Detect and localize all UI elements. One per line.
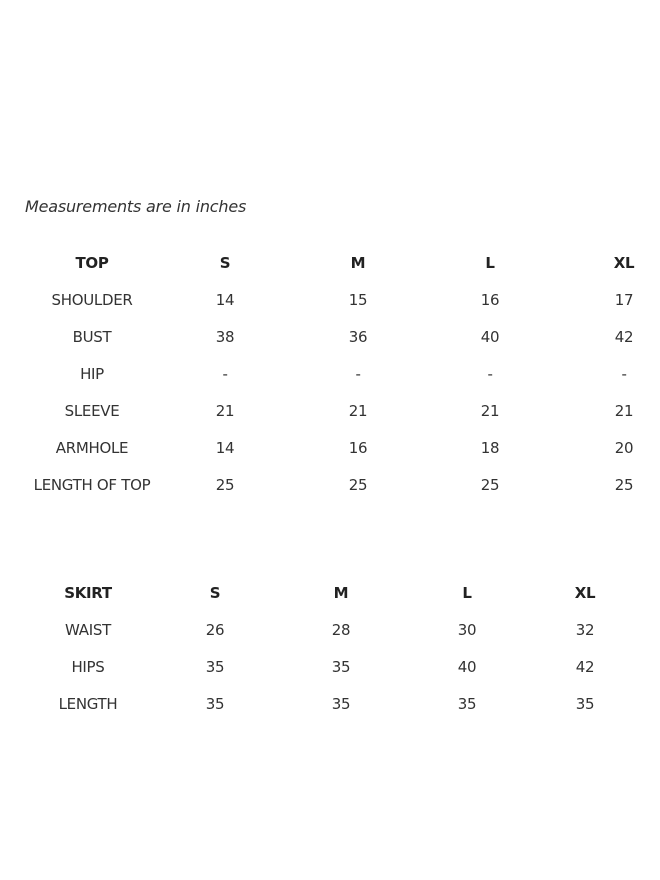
table-header-row [24,244,660,281]
cell-value: 20 [614,438,634,457]
cell-value: 38 [215,327,235,346]
table-row [24,281,660,318]
cell-value: 35 [205,694,225,713]
cell-value: 42 [614,327,634,346]
size-header-s: S [209,583,221,602]
row-label: BUST [72,327,112,346]
cell-value: - [621,364,627,383]
row-label: SHOULDER [51,290,133,309]
size-header-s: S [219,253,231,272]
size-header-m: M [350,253,366,272]
skirt-header-label: SKIRT [64,583,112,602]
measurement-note: Measurements are in inches [25,197,247,216]
cell-value: 25 [215,475,235,494]
size-header-l: L [485,253,495,272]
row-label: LENGTH [58,694,118,713]
cell-value: - [487,364,493,383]
row-label: HIPS [71,657,105,676]
cell-value: 21 [348,401,368,420]
top-header-label: TOP [75,253,109,272]
size-header-xl: XL [613,253,635,272]
cell-value: 42 [575,657,595,676]
table-row [24,355,660,392]
table-row [22,685,642,722]
skirt-size-table [22,574,642,722]
size-header-xl: XL [574,583,596,602]
cell-value: 36 [348,327,368,346]
table-row [24,429,660,466]
row-label: LENGTH OF TOP [33,475,151,494]
cell-value: 25 [614,475,634,494]
table-row [24,318,660,355]
size-header-l: L [462,583,472,602]
cell-value: 21 [215,401,235,420]
cell-value: 16 [480,290,500,309]
table-row [24,392,660,429]
cell-value: 25 [348,475,368,494]
cell-value: - [355,364,361,383]
cell-value: 25 [480,475,500,494]
top-size-table [24,244,660,503]
cell-value: 35 [575,694,595,713]
row-label: WAIST [65,620,111,639]
cell-value: 35 [331,694,351,713]
cell-value: - [222,364,228,383]
row-label: HIP [80,364,104,383]
table-row [24,466,660,503]
cell-value: 35 [205,657,225,676]
table-header-row [22,574,642,611]
row-label: ARMHOLE [55,438,129,457]
cell-value: 14 [215,438,235,457]
cell-value: 40 [457,657,477,676]
cell-value: 28 [331,620,351,639]
size-header-m: M [333,583,349,602]
table-row [22,648,642,685]
row-label: SLEEVE [64,401,120,420]
table-row [22,611,642,648]
cell-value: 35 [331,657,351,676]
cell-value: 26 [205,620,225,639]
cell-value: 16 [348,438,368,457]
cell-value: 15 [348,290,368,309]
cell-value: 40 [480,327,500,346]
cell-value: 21 [614,401,634,420]
cell-value: 35 [457,694,477,713]
cell-value: 18 [480,438,500,457]
cell-value: 14 [215,290,235,309]
cell-value: 21 [480,401,500,420]
cell-value: 17 [614,290,634,309]
cell-value: 32 [575,620,595,639]
cell-value: 30 [457,620,477,639]
